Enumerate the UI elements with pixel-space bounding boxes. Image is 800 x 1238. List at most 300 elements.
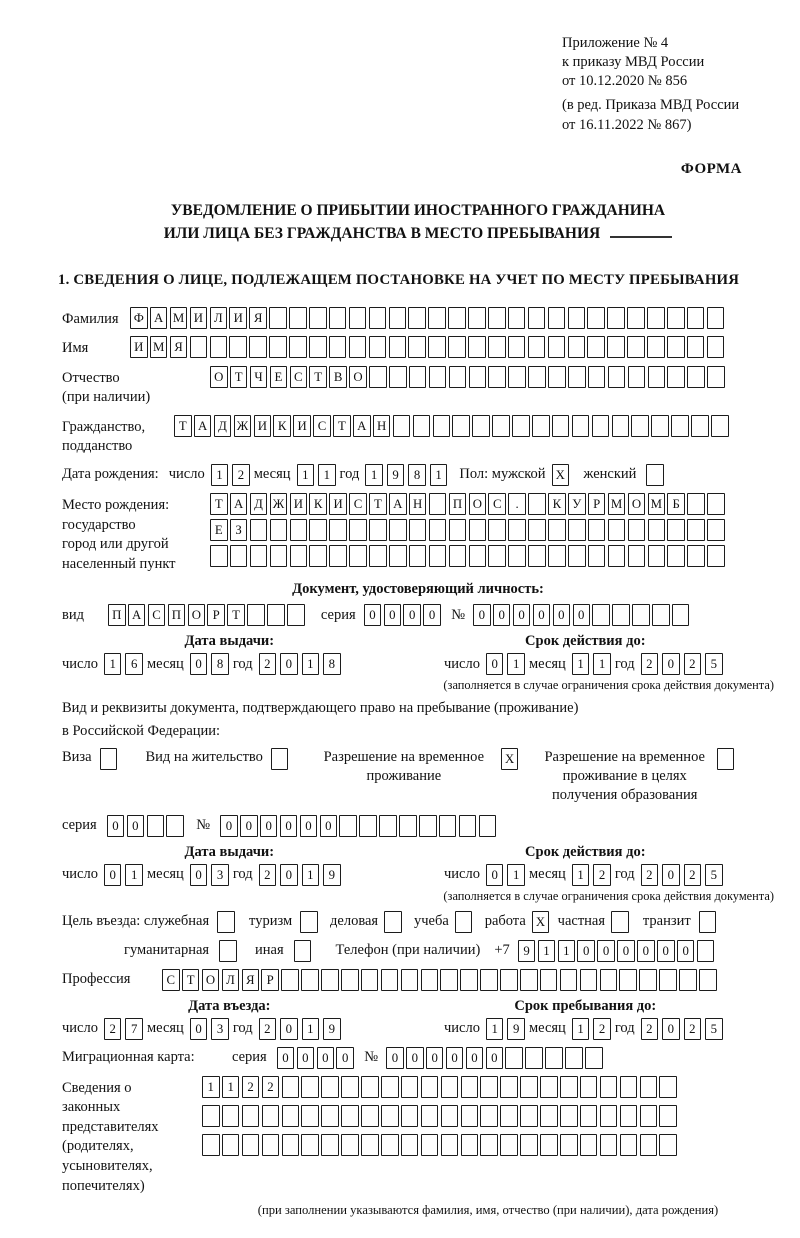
form-cell[interactable]: 0 — [493, 604, 511, 626]
form-cell[interactable] — [528, 366, 546, 388]
form-cell[interactable]: 0 — [553, 604, 571, 626]
form-cell[interactable] — [287, 604, 305, 626]
form-cell[interactable]: 1 — [318, 464, 336, 486]
form-cell[interactable]: М — [150, 336, 168, 358]
form-cell[interactable]: 0 — [446, 1047, 464, 1069]
form-cell[interactable]: 7 — [125, 1018, 143, 1040]
form-cell[interactable]: 1 — [104, 653, 122, 675]
form-cell[interactable]: 2 — [104, 1018, 122, 1040]
form-cell[interactable] — [249, 336, 267, 358]
form-cell[interactable]: 0 — [364, 604, 382, 626]
form-cell[interactable] — [528, 545, 546, 567]
form-cell[interactable] — [588, 366, 606, 388]
form-cell[interactable] — [687, 519, 705, 541]
form-cell[interactable] — [540, 1076, 558, 1098]
form-cell[interactable] — [309, 545, 327, 567]
form-cell[interactable]: Е — [210, 519, 228, 541]
form-cell[interactable] — [441, 1076, 459, 1098]
form-cell[interactable] — [421, 1105, 439, 1127]
form-cell[interactable] — [217, 911, 235, 933]
form-cell[interactable] — [631, 415, 649, 437]
form-cell[interactable] — [580, 969, 598, 991]
form-cell[interactable]: Б — [667, 493, 685, 515]
form-cell[interactable] — [671, 415, 689, 437]
form-cell[interactable] — [440, 969, 458, 991]
identity-valid-year[interactable] — [641, 653, 727, 675]
form-cell[interactable]: 2 — [259, 1018, 277, 1040]
form-cell[interactable] — [648, 366, 666, 388]
form-cell[interactable]: 0 — [280, 815, 298, 837]
form-cell[interactable] — [647, 336, 665, 358]
form-cell[interactable] — [627, 336, 645, 358]
form-cell[interactable] — [381, 969, 399, 991]
form-cell[interactable]: Я — [242, 969, 260, 991]
surname-input[interactable] — [130, 307, 727, 329]
form-cell[interactable]: X — [532, 911, 550, 933]
form-cell[interactable]: 0 — [190, 864, 208, 886]
form-cell[interactable]: О — [210, 366, 228, 388]
form-cell[interactable]: Т — [309, 366, 327, 388]
birthplace-line3-input[interactable] — [210, 545, 727, 567]
form-cell[interactable] — [461, 1076, 479, 1098]
form-cell[interactable] — [627, 307, 645, 329]
form-cell[interactable]: 2 — [259, 864, 277, 886]
form-cell[interactable] — [588, 545, 606, 567]
form-cell[interactable] — [222, 1134, 240, 1156]
form-cell[interactable] — [505, 1047, 523, 1069]
entry-year-input[interactable] — [259, 1018, 345, 1040]
form-cell[interactable] — [449, 545, 467, 567]
form-cell[interactable] — [349, 336, 367, 358]
form-cell[interactable] — [379, 815, 397, 837]
form-cell[interactable]: К — [548, 493, 566, 515]
form-cell[interactable] — [202, 1134, 220, 1156]
form-cell[interactable]: 0 — [573, 604, 591, 626]
form-cell[interactable] — [717, 748, 735, 770]
form-cell[interactable]: А — [150, 307, 168, 329]
form-cell[interactable] — [508, 366, 526, 388]
form-cell[interactable] — [552, 415, 570, 437]
form-cell[interactable] — [639, 969, 657, 991]
form-cell[interactable] — [540, 1105, 558, 1127]
form-cell[interactable] — [500, 1105, 518, 1127]
form-cell[interactable] — [369, 545, 387, 567]
identity-kind-input[interactable] — [108, 604, 307, 626]
form-cell[interactable]: 1 — [302, 1018, 320, 1040]
form-cell[interactable] — [369, 519, 387, 541]
form-cell[interactable] — [341, 1076, 359, 1098]
form-cell[interactable] — [619, 969, 637, 991]
form-cell[interactable] — [230, 545, 248, 567]
form-cell[interactable]: 1 — [430, 464, 448, 486]
form-cell[interactable]: Л — [210, 307, 228, 329]
form-cell[interactable]: 2 — [684, 653, 702, 675]
form-cell[interactable]: 1 — [302, 653, 320, 675]
form-cell[interactable]: 0 — [320, 815, 338, 837]
form-cell[interactable]: 1 — [572, 653, 590, 675]
form-cell[interactable]: 1 — [365, 464, 383, 486]
identity-issue-day[interactable] — [104, 653, 147, 675]
form-cell[interactable] — [620, 1076, 638, 1098]
form-cell[interactable]: З — [230, 519, 248, 541]
form-cell[interactable] — [247, 604, 265, 626]
form-cell[interactable] — [560, 969, 578, 991]
form-cell[interactable] — [568, 545, 586, 567]
form-cell[interactable] — [321, 1134, 339, 1156]
form-cell[interactable] — [469, 519, 487, 541]
form-cell[interactable] — [100, 748, 118, 770]
form-cell[interactable] — [381, 1134, 399, 1156]
form-cell[interactable] — [607, 307, 625, 329]
form-cell[interactable] — [401, 969, 419, 991]
citizenship-input[interactable] — [174, 415, 731, 437]
form-cell[interactable] — [488, 336, 506, 358]
form-cell[interactable]: 1 — [222, 1076, 240, 1098]
form-cell[interactable]: 1 — [211, 464, 229, 486]
form-cell[interactable]: Я — [249, 307, 267, 329]
form-cell[interactable]: Ч — [250, 366, 268, 388]
form-cell[interactable] — [270, 545, 288, 567]
form-cell[interactable]: 0 — [107, 815, 125, 837]
form-cell[interactable] — [401, 1076, 419, 1098]
form-cell[interactable]: В — [329, 366, 347, 388]
sex-male-checkbox[interactable] — [552, 464, 572, 486]
form-cell[interactable] — [687, 307, 705, 329]
form-cell[interactable]: С — [488, 493, 506, 515]
form-cell[interactable] — [600, 1134, 618, 1156]
form-cell[interactable]: И — [254, 415, 272, 437]
form-cell[interactable] — [565, 1047, 583, 1069]
form-cell[interactable]: 2 — [593, 864, 611, 886]
purpose-humanitarian-checkbox[interactable] — [219, 940, 239, 962]
purpose-other-checkbox[interactable] — [294, 940, 314, 962]
form-cell[interactable] — [429, 493, 447, 515]
form-cell[interactable]: 0 — [336, 1047, 354, 1069]
form-cell[interactable] — [548, 366, 566, 388]
form-cell[interactable] — [648, 519, 666, 541]
form-cell[interactable]: 3 — [211, 1018, 229, 1040]
residence-valid-year[interactable] — [641, 864, 727, 886]
form-cell[interactable] — [508, 545, 526, 567]
form-cell[interactable] — [528, 307, 546, 329]
form-cell[interactable]: 8 — [408, 464, 426, 486]
form-cell[interactable]: С — [349, 493, 367, 515]
form-cell[interactable]: 0 — [662, 653, 680, 675]
form-cell[interactable] — [628, 519, 646, 541]
form-cell[interactable] — [384, 911, 402, 933]
form-cell[interactable]: 2 — [262, 1076, 280, 1098]
form-cell[interactable] — [329, 545, 347, 567]
form-cell[interactable] — [608, 545, 626, 567]
form-cell[interactable] — [408, 307, 426, 329]
form-cell[interactable]: 0 — [280, 653, 298, 675]
form-cell[interactable] — [339, 815, 357, 837]
residence-issue-day[interactable] — [104, 864, 147, 886]
form-cell[interactable] — [459, 815, 477, 837]
form-cell[interactable]: Т — [210, 493, 228, 515]
form-cell[interactable] — [691, 415, 709, 437]
form-cell[interactable] — [433, 415, 451, 437]
form-cell[interactable] — [361, 1105, 379, 1127]
form-cell[interactable] — [166, 815, 184, 837]
form-cell[interactable] — [210, 336, 228, 358]
form-cell[interactable] — [301, 969, 319, 991]
form-cell[interactable] — [389, 336, 407, 358]
form-cell[interactable] — [448, 307, 466, 329]
form-cell[interactable] — [508, 307, 526, 329]
form-cell[interactable]: 0 — [403, 604, 421, 626]
form-cell[interactable] — [428, 336, 446, 358]
form-cell[interactable] — [290, 545, 308, 567]
form-cell[interactable] — [321, 969, 339, 991]
form-cell[interactable]: 2 — [259, 653, 277, 675]
form-cell[interactable] — [341, 1134, 359, 1156]
form-cell[interactable] — [349, 545, 367, 567]
form-cell[interactable]: Р — [261, 969, 279, 991]
form-cell[interactable] — [250, 519, 268, 541]
form-cell[interactable]: 0 — [384, 604, 402, 626]
form-cell[interactable] — [282, 1134, 300, 1156]
form-cell[interactable] — [651, 415, 669, 437]
form-cell[interactable]: 5 — [705, 653, 723, 675]
form-cell[interactable] — [528, 336, 546, 358]
form-cell[interactable]: Ж — [270, 493, 288, 515]
form-cell[interactable] — [592, 604, 610, 626]
form-cell[interactable] — [672, 604, 690, 626]
form-cell[interactable] — [361, 969, 379, 991]
form-cell[interactable]: Р — [588, 493, 606, 515]
purpose-business-checkbox[interactable] — [217, 911, 237, 933]
form-cell[interactable] — [389, 307, 407, 329]
representatives-line3-input[interactable] — [202, 1134, 679, 1156]
form-cell[interactable] — [301, 1076, 319, 1098]
temp-residence-education-checkbox[interactable] — [717, 748, 737, 770]
form-cell[interactable]: 8 — [211, 653, 229, 675]
form-cell[interactable]: С — [148, 604, 166, 626]
form-cell[interactable]: 0 — [662, 864, 680, 886]
form-cell[interactable] — [508, 336, 526, 358]
form-cell[interactable] — [294, 940, 312, 962]
form-cell[interactable] — [492, 415, 510, 437]
form-cell[interactable]: 0 — [240, 815, 258, 837]
form-cell[interactable] — [647, 307, 665, 329]
stay-day-input[interactable] — [486, 1018, 529, 1040]
form-cell[interactable]: И — [329, 493, 347, 515]
form-cell[interactable] — [222, 1105, 240, 1127]
form-cell[interactable]: К — [273, 415, 291, 437]
form-cell[interactable] — [687, 366, 705, 388]
form-cell[interactable] — [401, 1134, 419, 1156]
form-cell[interactable] — [389, 545, 407, 567]
form-cell[interactable] — [648, 545, 666, 567]
form-cell[interactable]: 0 — [260, 815, 278, 837]
form-cell[interactable] — [409, 545, 427, 567]
identity-valid-day[interactable] — [486, 653, 529, 675]
purpose-commercial-checkbox[interactable] — [384, 911, 404, 933]
form-cell[interactable] — [659, 1076, 677, 1098]
identity-valid-month[interactable] — [572, 653, 615, 675]
form-cell[interactable]: О — [469, 493, 487, 515]
form-cell[interactable] — [369, 366, 387, 388]
form-cell[interactable]: 0 — [386, 1047, 404, 1069]
form-cell[interactable]: 0 — [317, 1047, 335, 1069]
form-cell[interactable]: К — [309, 493, 327, 515]
form-cell[interactable] — [419, 815, 437, 837]
form-cell[interactable] — [421, 1076, 439, 1098]
form-cell[interactable] — [600, 969, 618, 991]
form-cell[interactable] — [448, 336, 466, 358]
entry-month-input[interactable] — [190, 1018, 233, 1040]
form-cell[interactable]: 0 — [657, 940, 675, 962]
form-cell[interactable] — [309, 519, 327, 541]
form-cell[interactable]: С — [290, 366, 308, 388]
form-cell[interactable] — [587, 307, 605, 329]
form-cell[interactable] — [520, 1134, 538, 1156]
form-cell[interactable]: 0 — [637, 940, 655, 962]
form-cell[interactable]: Ж — [234, 415, 252, 437]
form-cell[interactable] — [652, 604, 670, 626]
form-cell[interactable] — [568, 336, 586, 358]
patronymic-input[interactable] — [210, 366, 727, 388]
temp-residence-checkbox[interactable] — [501, 748, 521, 770]
form-cell[interactable]: 1 — [125, 864, 143, 886]
birth-year-input[interactable] — [365, 464, 451, 486]
form-cell[interactable]: 9 — [507, 1018, 525, 1040]
form-cell[interactable] — [707, 519, 725, 541]
form-cell[interactable] — [219, 940, 237, 962]
form-cell[interactable]: 3 — [211, 864, 229, 886]
form-cell[interactable]: И — [190, 307, 208, 329]
form-cell[interactable]: 0 — [277, 1047, 295, 1069]
form-cell[interactable] — [659, 969, 677, 991]
form-cell[interactable]: . — [508, 493, 526, 515]
form-cell[interactable] — [707, 366, 725, 388]
residence-permit-checkbox[interactable] — [271, 748, 291, 770]
form-cell[interactable]: 0 — [190, 653, 208, 675]
birth-day-input[interactable] — [211, 464, 254, 486]
form-cell[interactable] — [401, 1105, 419, 1127]
form-cell[interactable] — [349, 519, 367, 541]
form-cell[interactable] — [548, 519, 566, 541]
form-cell[interactable]: 1 — [593, 653, 611, 675]
form-cell[interactable] — [520, 1076, 538, 1098]
form-cell[interactable] — [461, 1105, 479, 1127]
form-cell[interactable]: 0 — [662, 1018, 680, 1040]
form-cell[interactable] — [679, 969, 697, 991]
form-cell[interactable] — [479, 815, 497, 837]
form-cell[interactable] — [488, 307, 506, 329]
birthplace-line2-input[interactable] — [210, 519, 727, 541]
form-cell[interactable] — [242, 1105, 260, 1127]
form-cell[interactable]: 2 — [641, 653, 659, 675]
purpose-work-checkbox[interactable] — [532, 911, 552, 933]
form-cell[interactable] — [321, 1076, 339, 1098]
form-cell[interactable]: Е — [270, 366, 288, 388]
form-cell[interactable] — [361, 1134, 379, 1156]
form-cell[interactable] — [525, 1047, 543, 1069]
form-cell[interactable] — [190, 336, 208, 358]
form-cell[interactable]: 0 — [104, 864, 122, 886]
form-cell[interactable] — [341, 1105, 359, 1127]
form-cell[interactable] — [269, 336, 287, 358]
form-cell[interactable]: 0 — [513, 604, 531, 626]
form-cell[interactable] — [409, 519, 427, 541]
form-cell[interactable] — [480, 969, 498, 991]
form-cell[interactable] — [468, 336, 486, 358]
form-cell[interactable]: М — [608, 493, 626, 515]
form-cell[interactable] — [667, 545, 685, 567]
form-cell[interactable] — [389, 366, 407, 388]
form-cell[interactable] — [628, 545, 646, 567]
residence-valid-month[interactable] — [572, 864, 615, 886]
form-cell[interactable] — [309, 307, 327, 329]
form-cell[interactable] — [262, 1134, 280, 1156]
form-cell[interactable]: 0 — [677, 940, 695, 962]
form-cell[interactable] — [301, 1105, 319, 1127]
form-cell[interactable]: М — [648, 493, 666, 515]
form-cell[interactable] — [389, 519, 407, 541]
form-cell[interactable] — [640, 1105, 658, 1127]
migration-number-input[interactable] — [386, 1047, 605, 1069]
form-cell[interactable] — [369, 336, 387, 358]
form-cell[interactable] — [540, 1134, 558, 1156]
form-cell[interactable]: А — [194, 415, 212, 437]
form-cell[interactable] — [290, 519, 308, 541]
purpose-private-checkbox[interactable] — [611, 911, 631, 933]
form-cell[interactable]: 0 — [300, 815, 318, 837]
form-cell[interactable] — [687, 336, 705, 358]
identity-series-input[interactable] — [364, 604, 444, 626]
form-cell[interactable] — [449, 366, 467, 388]
form-cell[interactable]: И — [290, 493, 308, 515]
form-cell[interactable]: Ф — [130, 307, 148, 329]
form-cell[interactable]: 9 — [518, 940, 536, 962]
form-cell[interactable]: 0 — [280, 864, 298, 886]
form-cell[interactable] — [472, 415, 490, 437]
form-cell[interactable]: 0 — [597, 940, 615, 962]
form-cell[interactable] — [329, 519, 347, 541]
identity-number-input[interactable] — [473, 604, 692, 626]
purpose-tourism-checkbox[interactable] — [300, 911, 320, 933]
form-cell[interactable]: 0 — [486, 864, 504, 886]
form-cell[interactable] — [321, 1105, 339, 1127]
form-cell[interactable]: 1 — [538, 940, 556, 962]
form-cell[interactable]: 1 — [486, 1018, 504, 1040]
form-cell[interactable] — [640, 1076, 658, 1098]
form-cell[interactable]: 0 — [486, 653, 504, 675]
form-cell[interactable] — [520, 1105, 538, 1127]
form-cell[interactable] — [532, 415, 550, 437]
form-cell[interactable]: Т — [369, 493, 387, 515]
form-cell[interactable] — [250, 545, 268, 567]
form-cell[interactable] — [289, 336, 307, 358]
form-cell[interactable] — [281, 969, 299, 991]
form-cell[interactable]: 9 — [323, 864, 341, 886]
form-cell[interactable] — [413, 415, 431, 437]
birth-month-input[interactable] — [297, 464, 340, 486]
form-cell[interactable] — [439, 815, 457, 837]
form-cell[interactable]: Д — [214, 415, 232, 437]
form-cell[interactable]: 1 — [572, 864, 590, 886]
form-cell[interactable] — [341, 969, 359, 991]
form-cell[interactable] — [707, 545, 725, 567]
form-cell[interactable] — [711, 415, 729, 437]
form-cell[interactable] — [210, 545, 228, 567]
form-cell[interactable] — [369, 307, 387, 329]
sex-female-checkbox[interactable] — [646, 464, 666, 486]
form-cell[interactable] — [267, 604, 285, 626]
form-cell[interactable]: 2 — [232, 464, 250, 486]
